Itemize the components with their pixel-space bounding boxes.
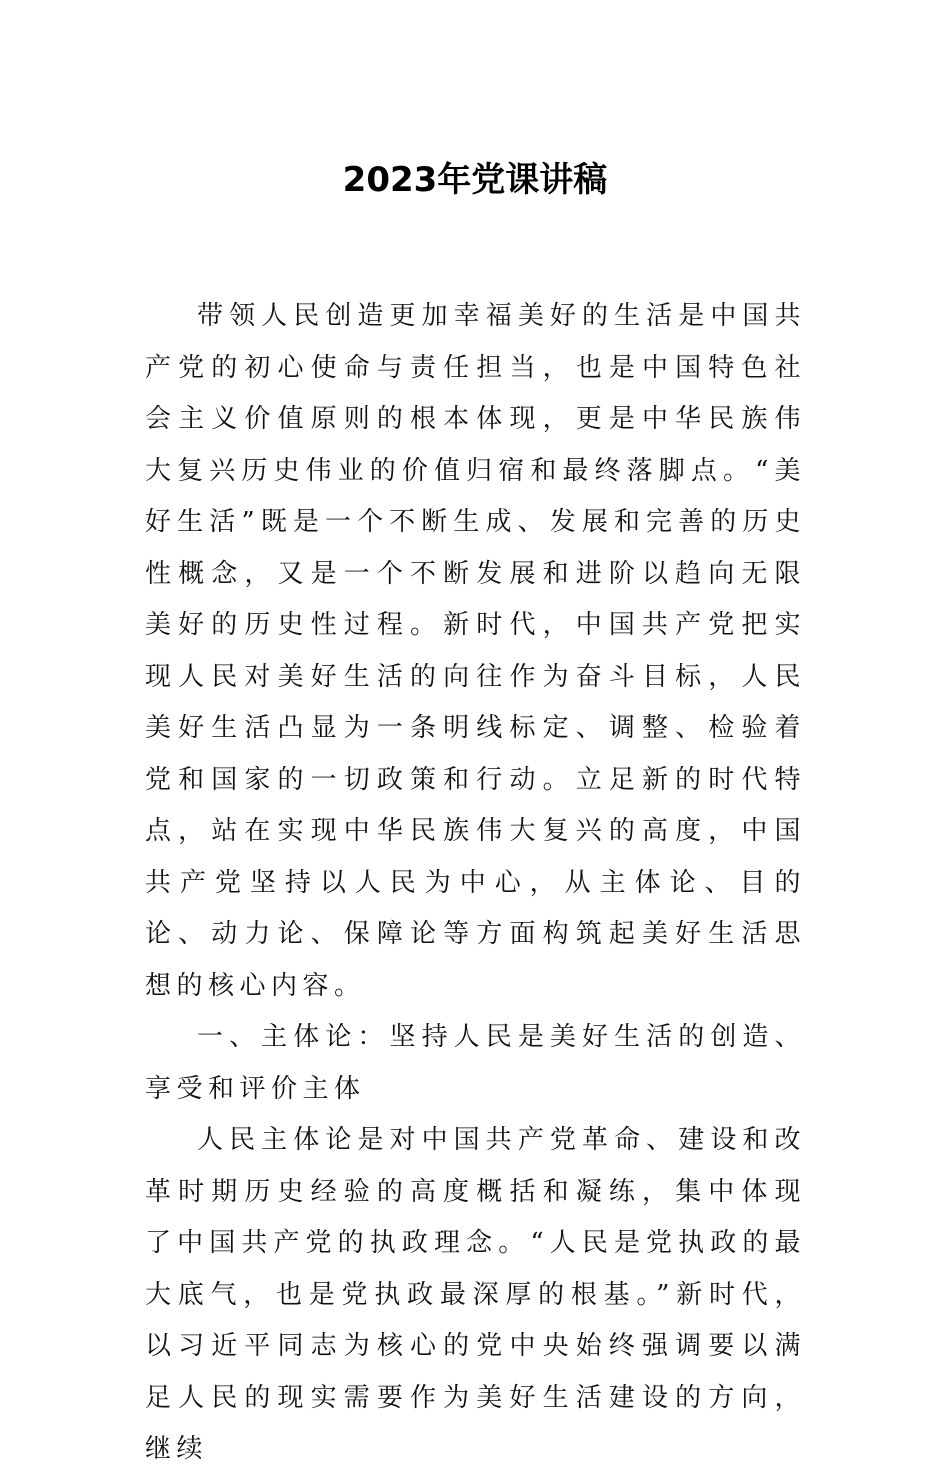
paragraph-section-1: 人民主体论是对中国共产党革命、建设和改革时期历史经验的高度概括和凝练，集中体现了中国共产党的执政理念。“人民是党执政的最大底气，也是党执政最深厚的根基。”新时代，以习近平同志为核心的党中央始终强调要以满足人民的现实需要作为美好生活建设的方向，继续 (145, 1125, 806, 1464)
section-heading-1: 一、主体论：坚持人民是美好生活的创造、享受和评价主体 (145, 1022, 806, 1104)
document-body (145, 291, 806, 1476)
document-title: 2023年党课讲稿 (342, 160, 608, 200)
paragraph-intro: 带领人民创造更加幸福美好的生活是中国共产党的初心使命与责任担当，也是中国特色社会主义价值原则的根本体现，更是中华民族伟大复兴历史伟业的价值归宿和最终落脚点。“美好生活”既是一个不断生成、发展和完善的历史性概念，又是一个不断发展和进阶以趋向无限美好的历史性过程。新时代，中国共产党把实现人民对美好生活的向往作为奋斗目标，人民美好生活凸显为一条明线标定、调整、检验着党和国家的一切政策和行动。立足新的时代特点，站在实现中华民族伟大复兴的高度，中国共产党坚持以人民为中心，从主体论、目的论、动力论、保障论等方面构筑起美好生活思想的核心内容。 (145, 301, 806, 1001)
